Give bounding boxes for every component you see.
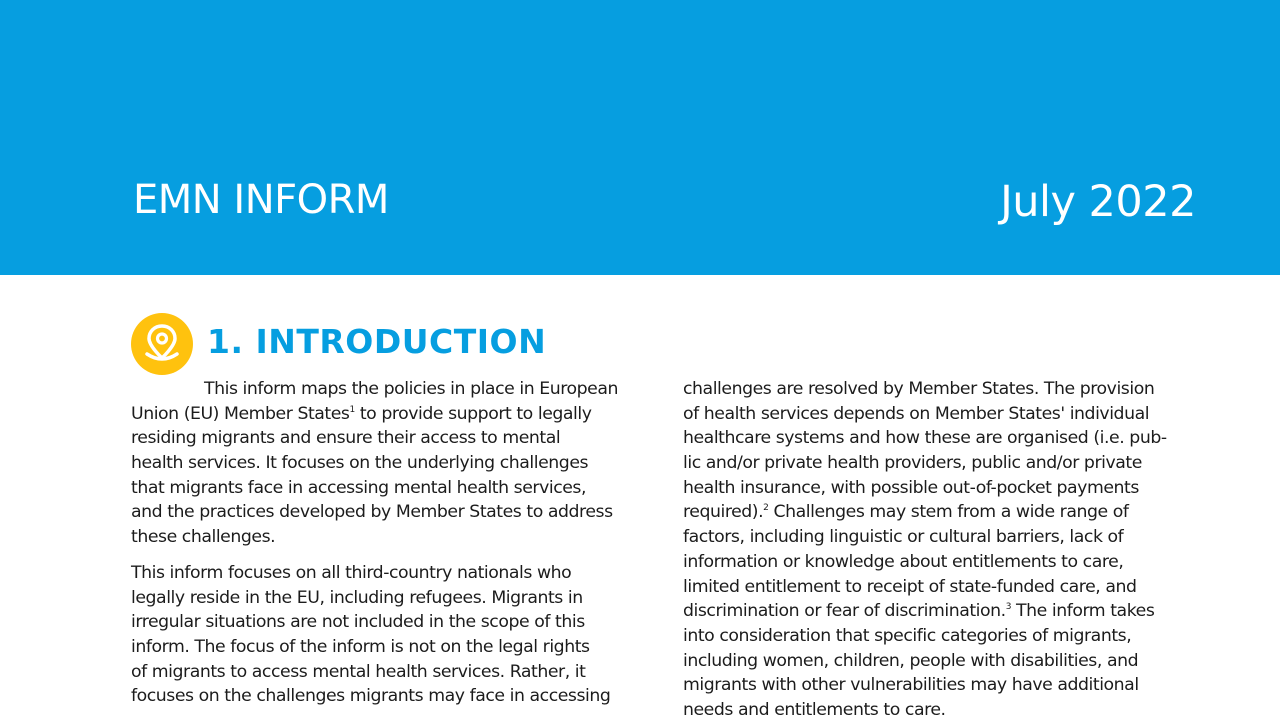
- footnote-ref[interactable]: 2: [763, 503, 769, 514]
- location-pin-icon-graphic: [131, 313, 193, 375]
- text-line: migrants with other vulnerabilities may have additional: [683, 675, 1139, 696]
- text-line: of migrants to access mental health services. Rather, it: [131, 661, 586, 682]
- section-heading: 1. INTRODUCTION: [207, 322, 547, 361]
- text-line: [131, 402, 671, 427]
- paragraph-gap: [131, 550, 671, 561]
- text-line: legally reside in the EU, including refugees. Migrants in: [131, 587, 583, 608]
- text-line: healthcare systems and how these are organised (i.e. pub-: [683, 428, 1167, 449]
- text-fragment: required).: [683, 502, 764, 523]
- header-banner: [0, 0, 1280, 275]
- text-line: residing migrants and ensure their access to mental: [131, 428, 561, 449]
- text-line: into consideration that specific categories of migrants,: [683, 625, 1132, 646]
- text-line: [683, 500, 1223, 525]
- text-fragment: The inform takes: [1010, 601, 1155, 622]
- text-line: these challenges.: [131, 527, 276, 548]
- text-line: of health services depends on Member States' individual: [683, 403, 1150, 424]
- text-line: including women, children, people with disabilities, and: [683, 650, 1139, 671]
- text-line: This inform maps the policies in place in European: [204, 379, 618, 399]
- text-line: health services. It focuses on the underlying challenges: [131, 453, 589, 474]
- text-line: This inform focuses on all third-country nationals who: [131, 562, 572, 583]
- text-line: lic and/or private health providers, public and/or private: [683, 453, 1142, 474]
- text-line: irregular situations are not included in the scope of this: [131, 612, 585, 633]
- text-line: needs and entitlements to care.: [683, 699, 946, 720]
- text-line: information or knowledge about entitlements to care,: [683, 551, 1124, 572]
- text-fragment: Union (EU) Member States: [131, 403, 350, 424]
- text-line: focuses on the challenges migrants may face in accessing: [131, 686, 611, 707]
- footnote-ref[interactable]: 1: [349, 404, 355, 415]
- text-line: inform. The focus of the inform is not on the legal rights: [131, 636, 590, 657]
- text-line: that migrants face in accessing mental health services,: [131, 477, 587, 498]
- right-column: [683, 377, 1223, 723]
- location-pin-icon: [131, 313, 193, 375]
- text-fragment: to provide support to legally: [354, 403, 592, 424]
- text-line: limited entitlement to receipt of state-funded care, and: [683, 576, 1137, 597]
- text-fragment: Challenges may stem from a wide range of: [768, 502, 1129, 523]
- text-line: and the practices developed by Member States to address: [131, 502, 613, 523]
- document-series-title: EMN INFORM: [133, 177, 389, 223]
- text-line: [683, 599, 1223, 624]
- text-line: health insurance, with possible out-of-pocket payments: [683, 477, 1139, 498]
- text-line: challenges are resolved by Member States. The provision: [683, 379, 1155, 399]
- text-fragment: discrimination or fear of discrimination.: [683, 601, 1006, 622]
- text-line: factors, including linguistic or cultural barriers, lack of: [683, 527, 1124, 548]
- publication-date: July 2022: [1000, 177, 1196, 227]
- footnote-ref[interactable]: 3: [1005, 602, 1011, 613]
- left-column: [131, 377, 671, 709]
